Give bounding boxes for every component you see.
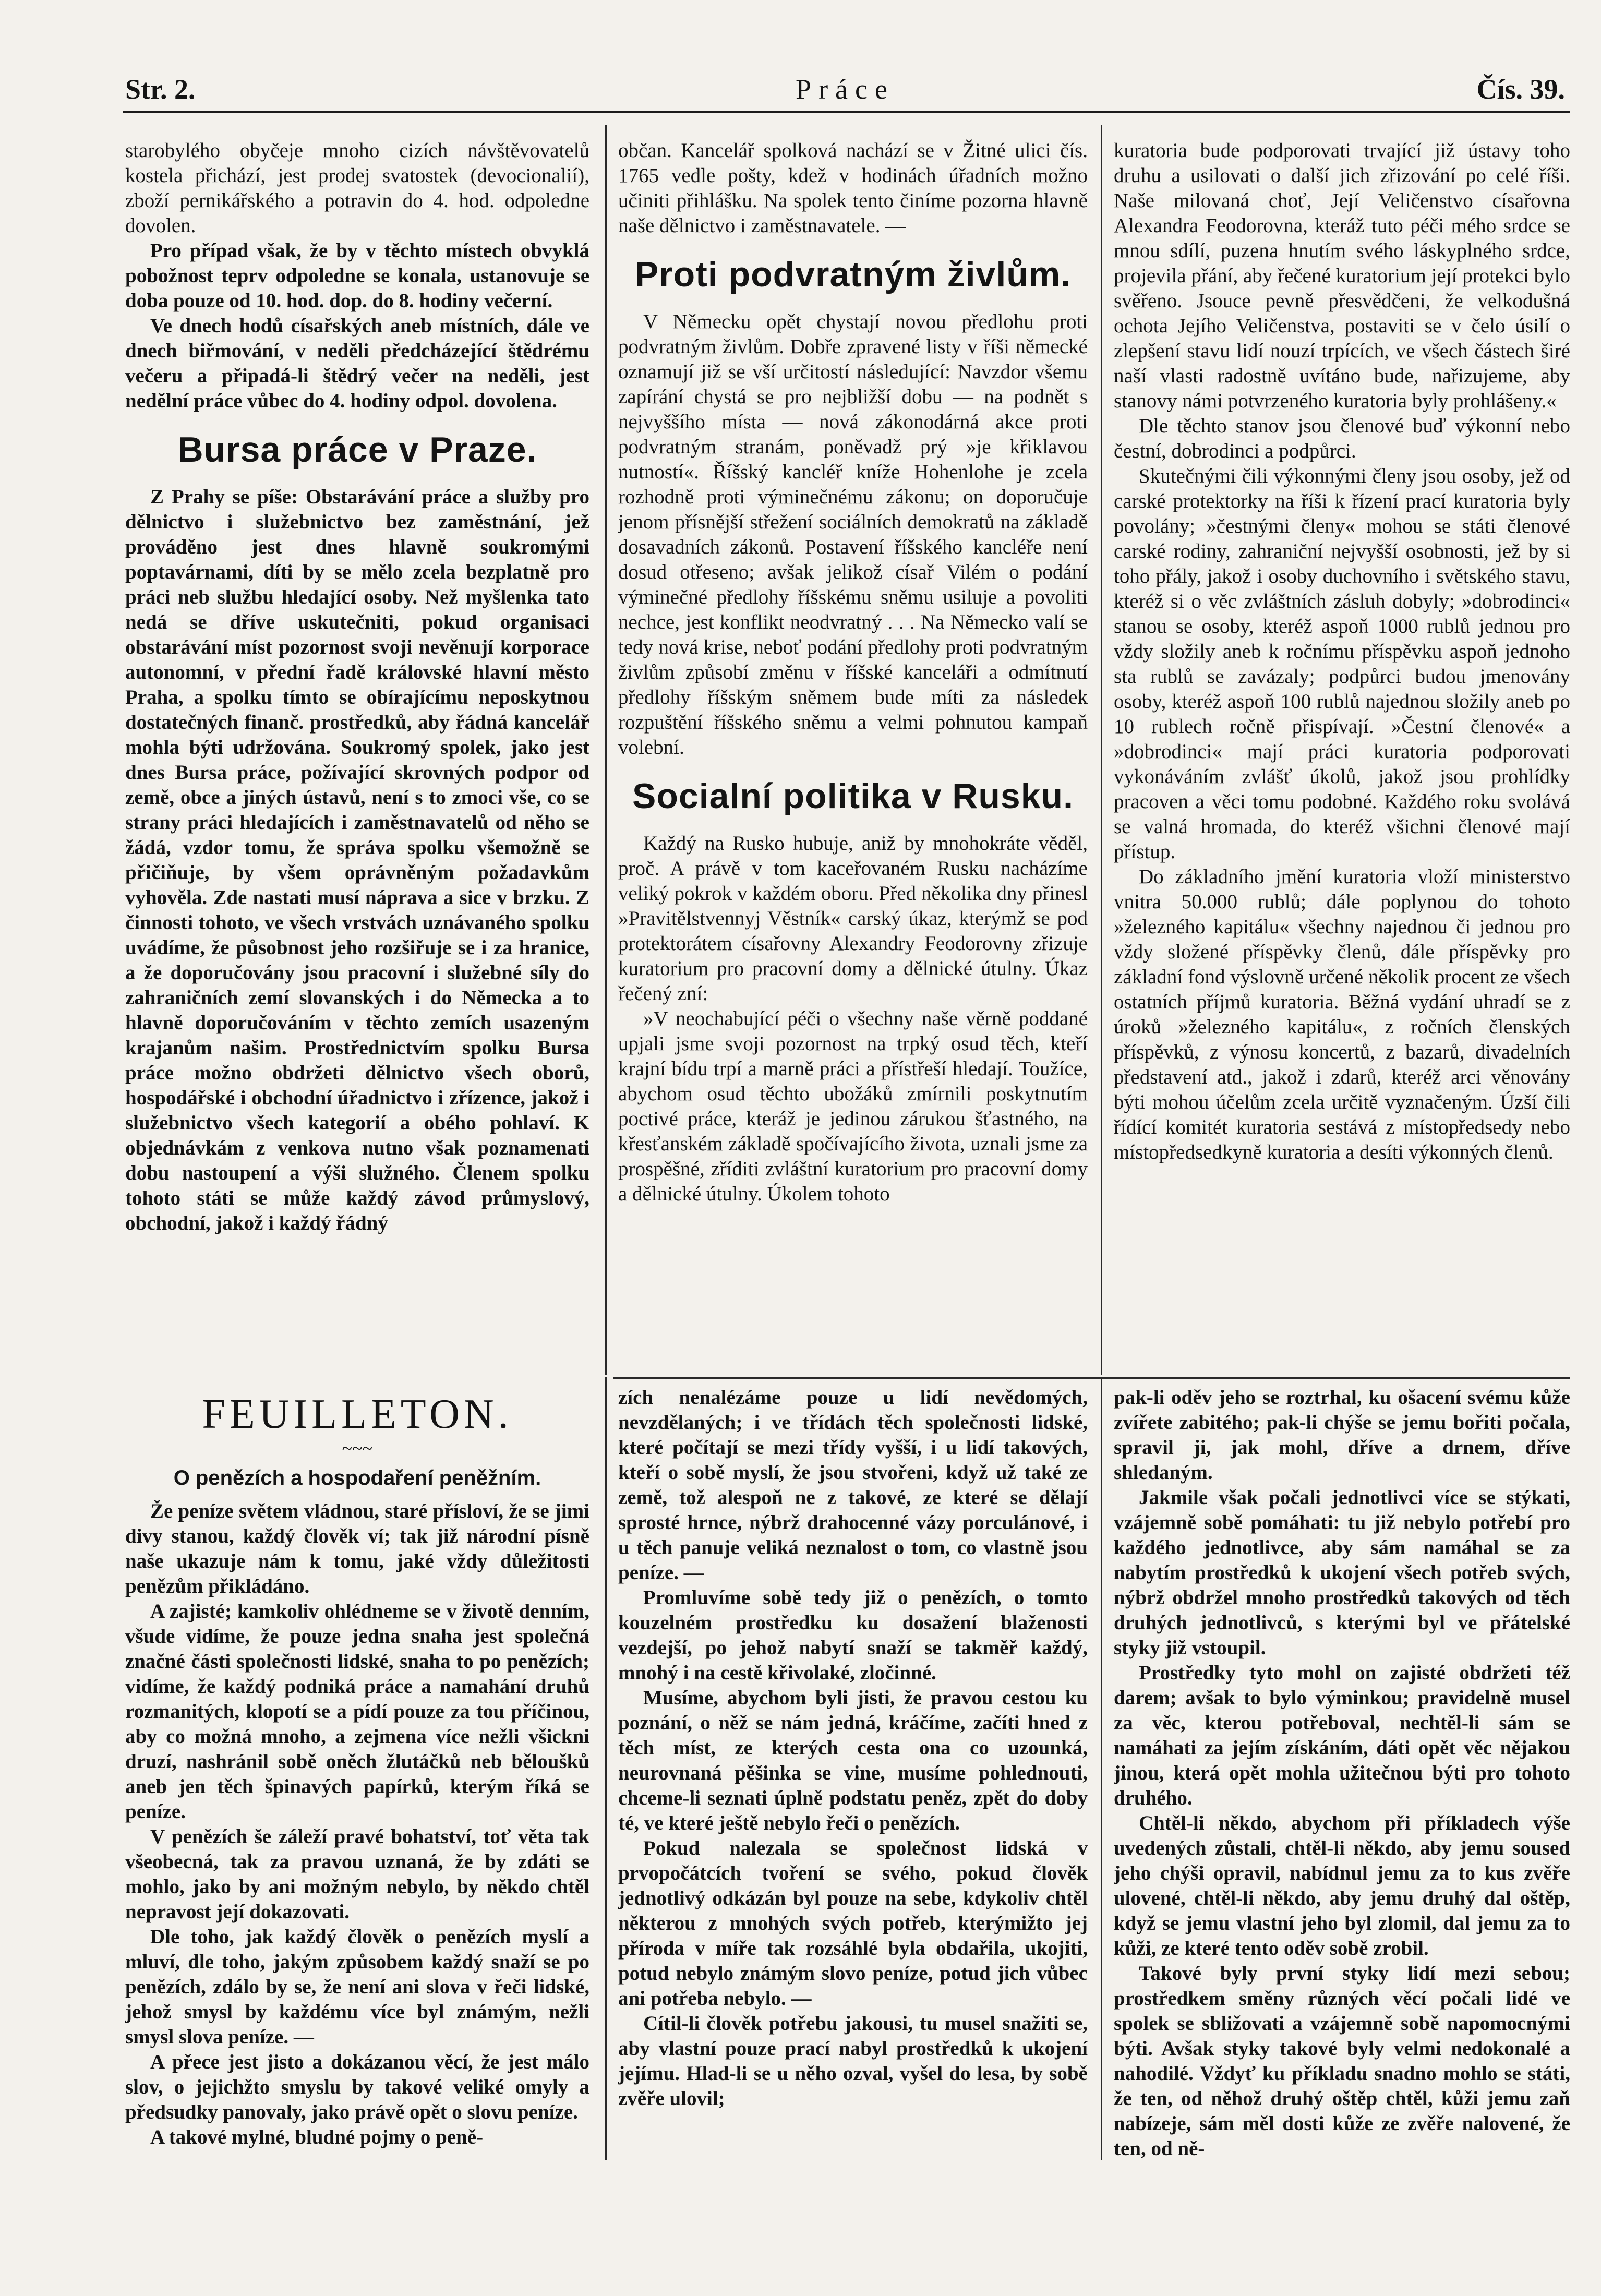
newspaper-title: Práce (796, 74, 895, 105)
feuilleton-text: A takové mylné, bludné pojmy o peně- (150, 2126, 484, 2148)
header-rule (123, 111, 1570, 113)
column-3 (1114, 138, 1570, 1372)
feuilleton-text: Dle toho, jak každý člověk o penězích myslí a mluví, dle toho, jakým způsobem každý snaží se po penězích, zdálo by se, že není ani slova v řeči lidské, jehož smysl by každému více byl známým, nežli smysl slova peníze. — (125, 1926, 589, 2048)
feuilleton-text: Pokud nalezala se společnost lidská v prvopočátcích tvoření se svého, pokud člověk jednotlivý odkázán byl pouze na sebe, kdykoliv chtěl některou z mnohých svých potřeb, kterýmižto jej příroda v míře tak rozsáhlé byla obdařila, ukojiti, potud nebylo známým slovo peníze, potud jich vůbec ani potřeba nebylo. — (618, 1837, 1088, 2010)
feuilleton-text: Jakmile však počali jednotlivci více se stýkati, vzájemně sobě pomáhati: tu již nebylo potřebí pro každého jednotlivce, aby sám namáhal se za nabytím prostředků k ukojení všech potřeb svých, nýbrž obdržel mnoho prostředků takových od těch druhých jednotlivců, s kterými byl ve přátelské styky již vstoupil. (1114, 1486, 1570, 1659)
feuilleton-text: Chtěl-li někdo, abychom při příkladech výše uvedených zůstali, chtěl-li někdo, aby jemu soused jeho chýši opravil, nabídnul jemu za to kus zvěře ulovené, chtěl-li někdo, aby jemu druhý dal oštěp, když se jemu vlastní jeho byl zlomil, dal jemu za to kůži, ze které tento oděv sobě zrobil. (1114, 1812, 1570, 1960)
article-text: Skutečnými čili výkonnými členy jsou osoby, jež od carské protektorky na říši k řízení prací kuratoria byly povolány; »čestnými členy« mohou se státi členové carské rodiny, zahraniční nejvyšší osobnosti, jež by si toho přály, jakož i osoby duchovního i světského stavu, kteréž si o věc zvláštních zásluh dobyly; »dobrodinci« stanou se osoby, kteréž aspoň 1000 rublů jednou pro vždy složily aneb k ročnímu příspěvku aspoň jednoho sta rublů se zavázaly; podpůrci budou jmenovány osoby, kteréž aspoň 100 rublů najednou složily aneb po 10 rublech ročně přispívají. »Čestní členové« a »dobrodinci« mají práci kuratoria podporovati vykonáváním zvlášť úkolů, jakož jsou prohlídky pracoven a věci tomu podobné. Každého roku svolává se valná hromada, do kteréž všichni členové mají přístup. (1114, 465, 1570, 863)
column-rule-1 (605, 125, 607, 1375)
article-text: Každý na Rusko hubuje, aniž by mnohokráte věděl, proč. A právě v tom kaceřovaném Rusku nacházíme veliký pokrok v každém oboru. Před několika dny přinesl »Pravitělstvennyj Věstník« carský úkaz, kterýmž se pod protektorátem císařovny Alexandry Feodorovny zřizuje kuratorium pro pracovní domy a dělnické útulny. Úkaz řečený zní: (618, 832, 1088, 1005)
masthead (125, 73, 1565, 104)
article-text: Dle těchto stanov jsou členové buď výkonní nebo čestní, dobrodinci a podpůrci. (1114, 415, 1570, 462)
column-rule-4 (1101, 1377, 1102, 2160)
column-2 (618, 138, 1088, 1372)
feuilleton-label: FEUILLETON. (202, 1391, 513, 1437)
column-rule-3 (605, 1377, 607, 2160)
feuilleton-text: pak-li oděv jeho se roztrhal, ku ošacení svému kůže zvířete zabitého; pak-li chýše se jemu bořiti počala, spravil ji, jak mohl, dříve a drnem, dříve shledaným. (1114, 1386, 1570, 1484)
feuilleton-text: Že peníze světem vládnou, staré přísloví, že se jimi divy stanou, každý člověk ví; tak již národní písně naše ukazuje nám k tomu, jaké vždy důležitosti penězům přikládáno. (125, 1500, 589, 1597)
column-rule-2 (1101, 125, 1102, 1375)
feuilleton-column-3 (1114, 1385, 1570, 2162)
article-text: Ve dnech hodů císařských aneb místních, dále ve dnech biřmování, v neděli předcházející štědrému večeru a připadá-li štědrý večer na neděli, jest nedělní práce vůbec do 4. hodiny odpol. dovolena. (125, 315, 589, 412)
feuilleton-text: V penězích še záleží pravé bohatství, toť věta tak všeobecná, tak za pravou uznaná, že by zdáti se mohlo, jako by ani možným nebylo, by někdo chtěl nepravost její dokazovati. (125, 1825, 589, 1923)
article-text: »V neochabující péči o všechny naše věrně poddané upjali jsme svoji pozornost na trpký osud těch, kteří krajní bídu trpí a marně práci a přístřeší hledají. Toužíce, abychom osud těchto ubožáků zmírnili poskytnutím poctivé práce, kteráž je jedinou zárukou šťastného, na křesťanském základě spočívajícího života, uznali jsme za prospěšné, zříditi zvláštní kuratorium pro pracovní domy a dělnické útulny. Úkolem tohoto (618, 1007, 1088, 1205)
column-1 (125, 138, 589, 1372)
feuilleton-column-1 (125, 1385, 589, 2162)
article-text: občan. Kancelář spolková nachází se v Žitné ulici čís. 1765 vedle pošty, kdež v hodinách úřadních možno učiniti přihlášku. Na spolek tento činíme pozorna hlavně naše dělnictvo i zaměstnavatele. — (618, 139, 1088, 237)
article-text: Do základního jmění kuratoria vloží ministerstvo vnitra 50.000 rublů; dále poplynou do tohoto »železného kapitálu« všechny najednou či jednou pro vždy složené příspěvky členů, dále příspěvky pro základní fond výslovně určené několik procent ze všech ostatních příjmů kuratoria. Běžná vydání uhradí se z úroků »železného kapitálu«, z ročních členských příspěvků, z výnosu koncertů, z bazarů, divadelních představení atd., jakož i zdarů, kteréž arci věnovány býti mohou účelům zcela určitě vyznačeným. Úzší čili řídící komitét kuratoria sestává z místopředsedy nebo místopředsedkyně kuratoria a desíti výkonných členů. (1114, 865, 1570, 1163)
article-text: V Německu opět chystají novou předlohu proti podvratným živlům. Dobře zpravené listy v říši německé oznamují již se vší určitostí následující: Navzdor všemu zapírání chystá se pro nejbližší dobu — na podnět s nejvyššího místa — nová zákonodárná akce proti podvratným stranám, poněvadž prý »je křiklavou nutností«. Říšský kancléř kníže Hohenlohe je zcela rozhodně proti výminečnému zákonu; on doporučuje jenom přísnější střežení sociálních demokratů na základě dosavadních zákonů. Postavení říšského kancléře není dosud otřeseno; avšak jelikož císař Vilém o podání výminečné předlohy říšskému sněmu usiluje a povoliti nechce, jest konflikt neodvratný . . . Na Německo valí se tedy nová krise, neboť podání předlohy proti podvratným živlům způsobí změnu v říšské kanceláři a odmítnutí předlohy říšským sněmem bude míti za následek rozpuštění říšského sněmu a velmi pohnutou kampaň volební. (618, 310, 1088, 759)
article-heading: Proti podvratným živlům. (634, 255, 1072, 294)
feuilleton-title: O penězích a hospodaření peněžním. (173, 1466, 541, 1489)
feuilleton-text: A zajisté; kamkoliv ohlédneme se v životě denním, všude vidíme, že pouze jedna snaha jest společná značné části společnosti lidské, snaha to po penězích; vidíme, že každý podniká práce a namahání druhů rozmanitých, klopotí se a pídí pouze za tou příčinou, aby co možná mnoho, a zejmena více nežli všickni druzí, nashránil sobě oněch žlutáčků neb běloušků aneb jen těch špinavých papírků, kterým říká se peníze. (125, 1600, 589, 1823)
issue-number: Čís. 39. (1476, 74, 1565, 105)
feuilleton-text: Takové byly první styky lidí mezi sebou; prostředkem směny různých věcí počali lidé ve spolek se sbližovati a vzájemně sobě napomocnými býti. Avšak styky takové byly velmi nedokonalé a nahodilé. Vždyť ku příkladu snadno mohlo se státi, že ten, od něhož druhý oštěp chtěl, kůži jemu zaň nabízeje, sám měl dosti kůže ze zvěře nalovené, že ten, od ně- (1114, 1962, 1570, 2160)
feuilleton-text: Musíme, abychom byli jisti, že pravou cestou ku poznání, o něž se nám jedná, kráčíme, začíti hned z těch míst, ze kterých cesta ona co uzounká, neurovnaná pěšinka se vine, musíme pohlednouti, chceme-li seznati úplně podstatu peněz, zpět do doby té, ve které ještě nebylo řeči o penězích. (618, 1687, 1088, 1834)
article-text: Z Prahy se píše: Obstarávání práce a služby pro dělnictvo i služebnictvo bez zaměstnání, jež prováděno jest dnes hlavně soukromými poptavárnami, díti by se mělo zcela bezplatně pro práci neb službu hledající osoby. Než myšlenka tato nedá se dříve uskutečniti, pokud organisaci obstarávání míst pozornost svoji nevěnují korporace autonomní, v přední řadě královské hlavní město Praha, a spolku tímto se obírajícímu neposkytnou dostatečných finanč. prostředků, aby řádná kancelář mohla býti udržována. Soukromý spolek, jako jest dnes Bursa práce, požívající skrovných podpor od země, obce a jiných ústavů, není s to zmoci vše, co se strany práci hledajících i zaměstnavatelů od něho se žádá, vzdor tomu, že správa spolku všemožně se přičiňuje, by všem oprávněným požadavkům vyhověla. Zde nastati musí náprava a sice v brzku. Z činnosti tohoto, ve všech vrstvách uznávaného spolku uvádíme, že působnost jeho rozšiřuje se i za hranice, a že doporučovány jsou pracovní i služebné síly do zahraničních zemí slovanských i do Německa a to hlavně doporučováním v těchto zemích usazeným krajanům našim. Prostřednictvím spolku Bursa práce možno obdržeti dělnictvo všech oborů, hospodářské i obchodní úřadnictvo i zřízence, jakož i služebnictvo všech kategorií a obého pohlaví. K objednávkám z venkova nutno však poznamenati dobu nastoupení a výši služného. Členem spolku tohoto státi se může každý závod průmyslový, obchodní, jakož i každý řádný (125, 486, 589, 1234)
feuilleton-text: Promluvíme sobě tedy již o penězích, o tomto kouzelném prostředku ku dosažení blaženosti vezdejší, po jehož nabytí snaží se takměř každý, mnohý i na cestě křivolaké, zločinné. (618, 1586, 1088, 1684)
feuilleton-text: Prostředky tyto mohl on zajisté obdržeti též darem; avšak to bylo výminkou; pravidelně musel za věc, kterou potřeboval, nechtěl-li sám se namáhati za jejím získáním, dáti opět věc nějakou jinou, která opět mohla užitečnou býti pro tohoto druhého. (1114, 1662, 1570, 1809)
feuilleton-text: A přece jest jisto a dokázanou věcí, že jest málo slov, o jejichžto smyslu by takové veliké omyly a předsudky panovaly, jako právě opět o slovu peníze. (125, 2051, 589, 2123)
article-heading: Socialní politika v Rusku. (632, 776, 1074, 816)
article-text: kuratoria bude podporovati trvající již ústavy toho druhu a usilovati o další jich zřizování po celé říši. Naše milovaná choť, Její Veličenstvo císařovna Alexandra Feodorovna, kteráž tuto péči mého srdce se mnou sdílí, puzena hnutím svého láskyplného srdce, projevila přání, aby řečené kuratorium její protekci bylo svěřeno. Jsouce pevně přesvědčeni, že velkodušná ochota Jejího Veličenstva, postaviti se v čelo úsilí o zlepšení stavu lidí nouzí trpících, ve všech částech širé naší vlasti radostně uvítáno bude, nařizujeme, aby stanovy námi potvrzeného kuratoria byly prohlášeny.« (1114, 139, 1570, 412)
article-text: starobylého obyčeje mnoho cizích návštěvovatelů kostela přichází, jest prodej svatostek (devocionalií), zboží pernikářského a potravin do 4. hod. odpoledne dovolen. (125, 139, 589, 237)
feuilleton-rule (613, 1377, 1570, 1379)
article-text: Pro případ však, že by v těchto místech obvyklá pobožnost teprv odpoledne se konala, ustanovuje se doba pouze od 10. hod. dop. do 8. hodiny večerní. (125, 239, 589, 312)
article-heading: Bursa práce v Praze. (177, 430, 537, 470)
ornament: ~~~ (342, 1438, 373, 1459)
feuilleton-column-2 (618, 1385, 1088, 2162)
feuilleton-text: zích nenalézáme pouze u lidí nevědomých, nevzdělaných; i ve třídách těch společnosti lidské, které počítají se mezi třídy vyšší, i u lidí takových, kteří o sobě myslí, že jsou stvořeni, když už také ze země, tož alespoň ne z takové, ze které se dělají sprosté hrnce, nýbrž drahocenné vázy porculánové, i u těch panuje veliká neznalost o tom, co vlastně jsou peníze. — (618, 1386, 1088, 1584)
feuilleton-text: Cítil-li člověk potřebu jakousi, tu musel snažiti se, aby vlastní pouze prací nabyl prostředků k ukojení jejímu. Hlad-li se u něho ozval, vyšel do lesa, by sobě zvěře ulovil; (618, 2012, 1088, 2110)
page-number: Str. 2. (125, 74, 196, 105)
